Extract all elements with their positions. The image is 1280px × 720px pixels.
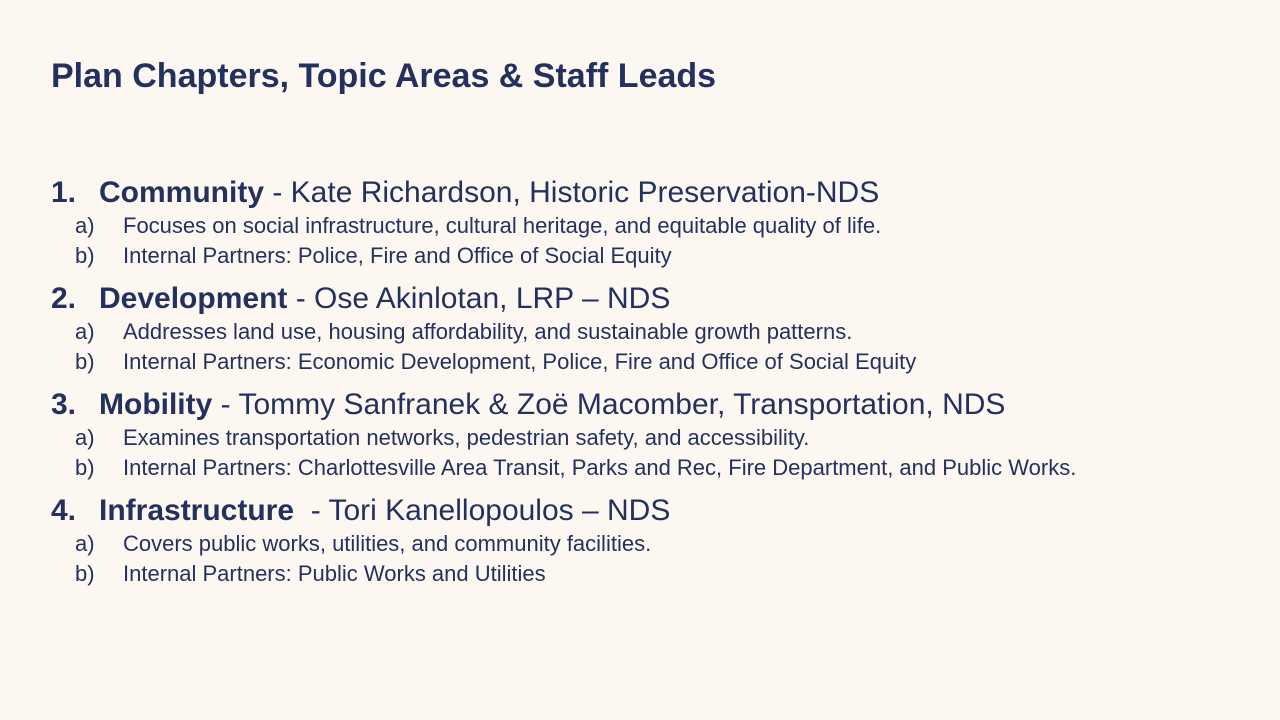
chapter-number: 3. [51,388,77,421]
item-letter: a) [75,319,95,344]
item-text: Covers public works, utilities, and community facilities. [123,531,652,556]
chapter-lead: - Tommy Sanfranek & Zoë Macomber, Transportation, NDS [212,388,1006,421]
chapter-heading [51,493,1251,529]
chapter-number: 2. [51,282,77,315]
item-letter: b) [75,560,95,586]
chapter-mobility [51,387,1251,482]
list-item [51,559,1251,589]
list-item [51,423,1251,453]
list-item [51,241,1251,271]
chapter-development [51,281,1251,376]
chapter-list [51,175,1251,599]
item-letter: a) [75,213,95,238]
item-text: Internal Partners: Economic Development, Police, Fire and Office of Social Equity [123,348,917,374]
item-text: Focuses on social infrastructure, cultural heritage, and equitable quality of life. [123,213,882,238]
list-item [51,317,1251,347]
chapter-heading [51,387,1251,423]
item-text: Examines transportation networks, pedestrian safety, and accessibility. [123,425,810,450]
item-letter: b) [75,348,95,374]
item-letter: a) [75,425,95,450]
chapter-lead: - Tori Kanellopoulos – NDS [294,494,671,527]
chapter-name: Development [99,282,288,315]
chapter-number: 1. [51,176,77,209]
slide-title: Plan Chapters, Topic Areas & Staff Leads [51,57,717,95]
item-letter: b) [75,242,95,268]
list-item [51,211,1251,241]
chapter-lead: - Kate Richardson, Historic Preservation-NDS [264,176,880,209]
list-item [51,347,1251,377]
chapter-infrastructure [51,493,1251,588]
chapter-community [51,175,1251,270]
item-text: Internal Partners: Public Works and Utilities [123,560,546,586]
list-item [51,453,1251,483]
chapter-lead: - Ose Akinlotan, LRP – NDS [287,282,671,315]
chapter-title [99,281,670,317]
item-letter: b) [75,454,95,480]
chapter-name: Mobility [99,388,213,421]
item-letter: a) [75,531,95,556]
item-text: Internal Partners: Charlottesville Area Transit, Parks and Rec, Fire Department, and Public Works. [123,454,1077,480]
chapter-name: Infrastructure [99,494,295,527]
chapter-title [99,387,1005,423]
chapter-heading [51,175,1251,211]
chapter-title [99,493,670,529]
item-text: Addresses land use, housing affordability, and sustainable growth patterns. [123,319,853,344]
item-text: Internal Partners: Police, Fire and Office of Social Equity [123,242,672,268]
chapter-name: Community [99,176,264,209]
chapter-heading [51,281,1251,317]
chapter-number: 4. [51,494,77,527]
chapter-title [99,175,879,211]
list-item [51,529,1251,559]
